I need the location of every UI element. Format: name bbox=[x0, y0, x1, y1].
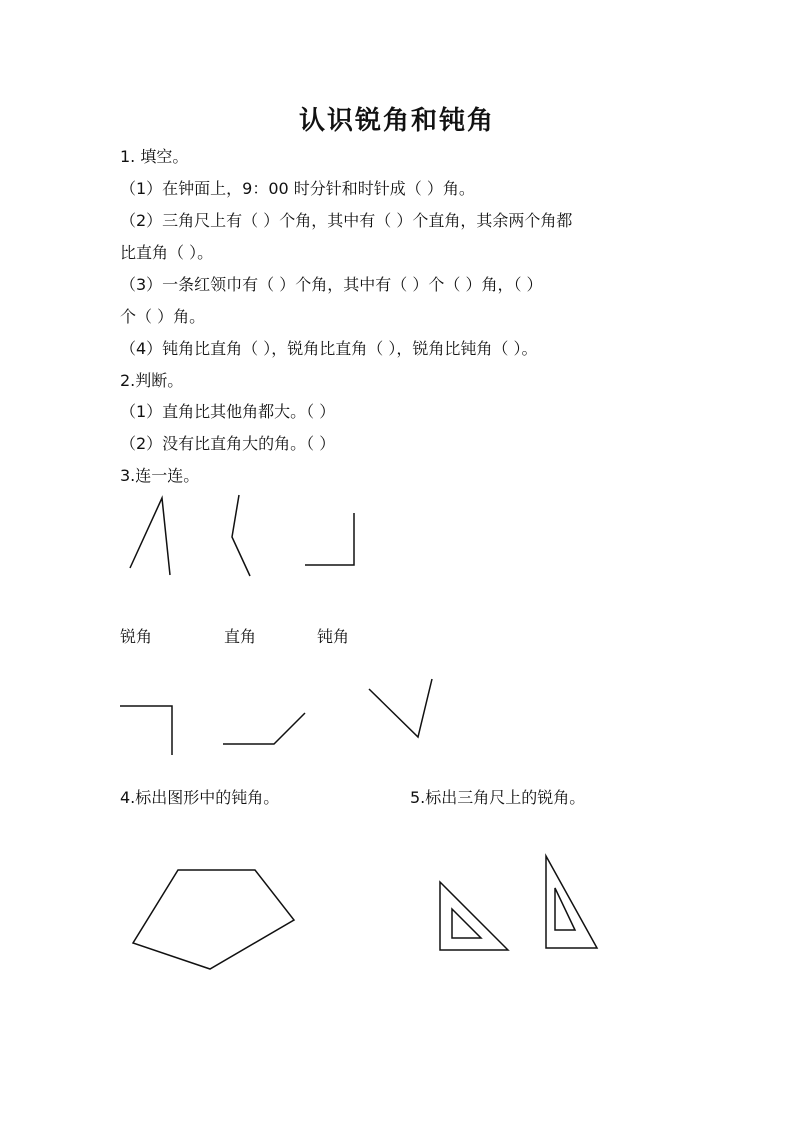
angle-acute-bottom bbox=[369, 679, 432, 737]
match-label-acute: 锐角 bbox=[120, 627, 153, 646]
set-square-right-outer bbox=[546, 856, 597, 948]
q3-heading: 3.连一连。 bbox=[120, 466, 200, 485]
q1-line-3: 比直角（ ）。 bbox=[120, 243, 214, 262]
q1-line-5: 个（ ）角。 bbox=[120, 307, 206, 326]
pentagon-shape bbox=[133, 870, 294, 969]
q1-line-1: （1）在钟面上，9：00 时分针和时针成（ ）角。 bbox=[120, 179, 475, 198]
set-square-left-inner bbox=[452, 909, 481, 938]
q4-heading: 4.标出图形中的钝角。 bbox=[120, 788, 280, 807]
q2-line-1: （1）直角比其他角都大。（ ） bbox=[120, 402, 336, 421]
q2-heading: 2.判断。 bbox=[120, 371, 184, 390]
q5-heading: 5.标出三角尺上的锐角。 bbox=[410, 788, 586, 807]
angle-obtuse-bottom bbox=[223, 713, 305, 744]
page-title: 认识锐角和钝角 bbox=[298, 106, 495, 136]
q1-line-6: （4）钝角比直角（ ），锐角比直角（ ），锐角比钝角（ ）。 bbox=[120, 339, 538, 358]
set-square-right-inner bbox=[555, 888, 575, 930]
set-square-left-outer bbox=[440, 882, 508, 950]
q2-line-2: （2）没有比直角大的角。（ ） bbox=[120, 434, 336, 453]
q1-line-4: （3）一条红领巾有（ ）个角，其中有（ ）个（ ）角，（ ） bbox=[120, 275, 543, 294]
q1-line-2: （2）三角尺上有（ ）个角，其中有（ ）个直角，其余两个角都 bbox=[120, 211, 573, 230]
angle-right-bottom bbox=[120, 706, 172, 755]
angle-obtuse-top bbox=[232, 495, 250, 576]
angle-acute-top bbox=[130, 498, 170, 575]
match-label-obtuse: 钝角 bbox=[317, 627, 350, 646]
angle-right-top bbox=[305, 513, 354, 565]
match-label-right: 直角 bbox=[224, 627, 257, 646]
q1-heading: 1. 填空。 bbox=[120, 147, 189, 166]
